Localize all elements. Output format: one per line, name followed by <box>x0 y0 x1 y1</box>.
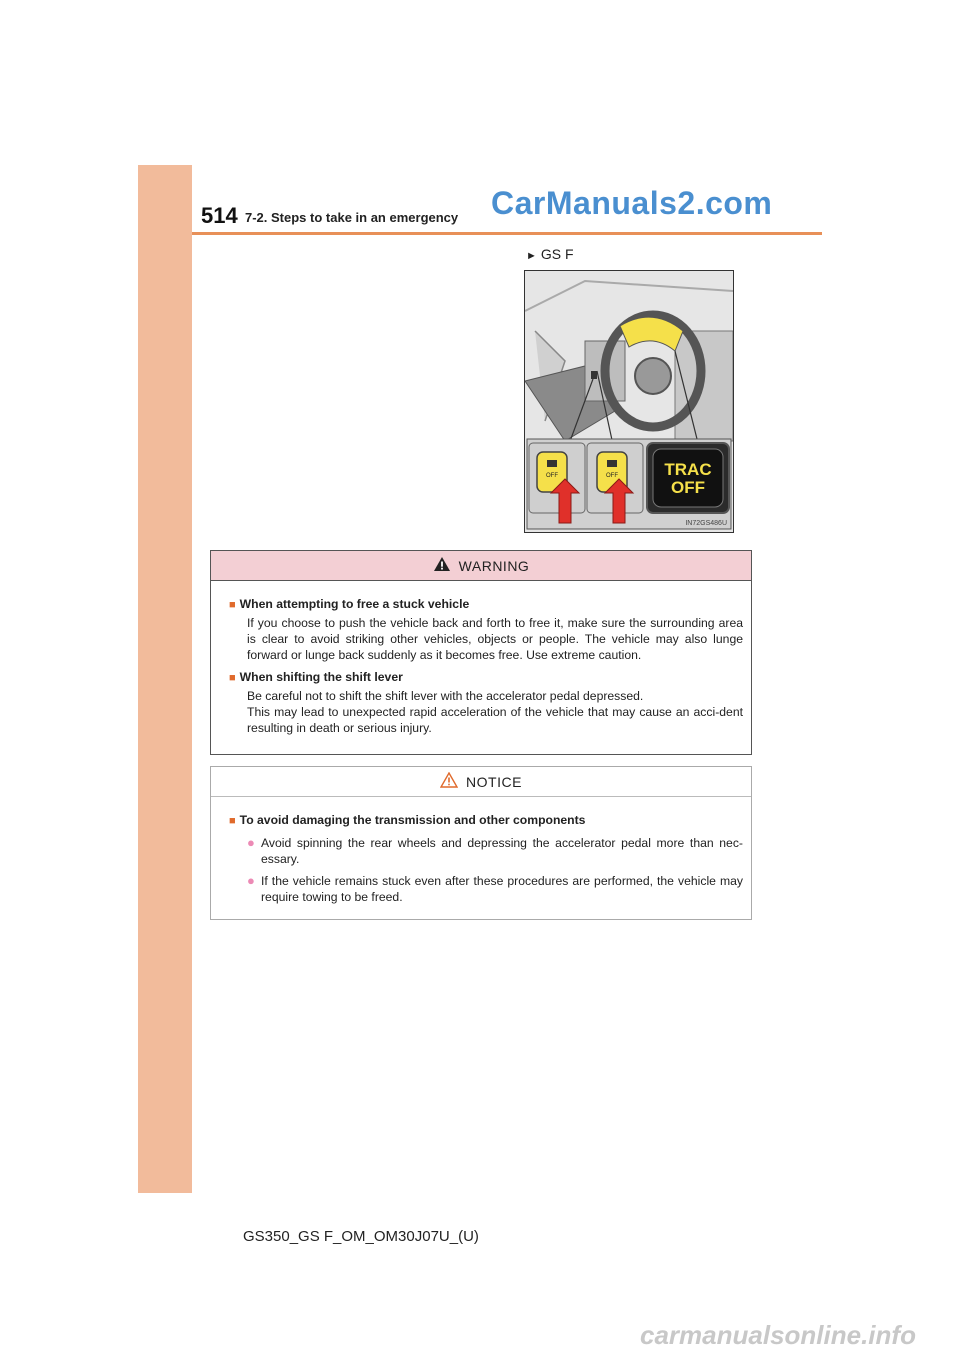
warning-title: WARNING <box>458 557 530 574</box>
trac-off-label: OFF <box>671 478 705 497</box>
notice-title: NOTICE <box>466 773 522 790</box>
figure-code: IN72GS486U <box>685 520 727 527</box>
circle-bullet-icon: ● <box>247 873 255 888</box>
warning-body <box>211 581 751 736</box>
dashboard-illustration <box>524 270 734 533</box>
off-text-1: OFF <box>546 473 558 479</box>
variant-label-text: GS F <box>540 246 574 262</box>
notice-box <box>210 766 752 920</box>
circle-bullet-icon: ● <box>247 835 255 850</box>
warning-paragraph: If you choose to push the vehicle back and forth to free it, make sure the surrounding area is clear to avoid striking other vehicles, objects or people. The vehicle may also lunge forward or lunge back suddenly as it becomes free. Use extreme caution. <box>247 616 743 662</box>
notice-bullet: ● If the vehicle remains stuck even after these procedures are performed, the vehicle may require towing to be freed. <box>247 873 743 904</box>
notice-bullet: ● Avoid spinning the rear wheels and depressing the accelerator pedal more than nec-essary. <box>247 835 743 866</box>
caution-triangle-icon <box>440 772 458 791</box>
square-bullet-icon: ■ <box>229 815 236 827</box>
watermark-logo[interactable]: CarManuals2.com <box>491 185 773 221</box>
variant-label <box>526 246 574 262</box>
square-bullet-icon: ■ <box>229 599 236 611</box>
notice-body <box>211 797 751 905</box>
warning-paragraph: Be careful not to shift the shift lever with the accelerator pedal depressed. This may lead to unexpected rapid acceleration of the vehicle that may cause an acci-dent resulting in death or serious injury. <box>247 689 743 735</box>
trac-label: TRAC <box>664 460 712 479</box>
warning-triangle-icon <box>433 556 451 575</box>
section-title: 7-2. Steps to take in an emergency <box>245 210 459 225</box>
page-number: 514 <box>201 203 238 228</box>
document-code: GS350_GS F_OM_OM30J07U_(U) <box>243 1228 479 1245</box>
off-text-2: OFF <box>606 473 618 479</box>
warning-box <box>210 550 752 755</box>
warning-subhead: ■ When attempting to free a stuck vehicle <box>229 597 470 611</box>
notice-subhead: ■ To avoid damaging the transmission and other components <box>229 813 586 827</box>
notice-header <box>211 767 751 797</box>
square-bullet-icon: ■ <box>229 672 236 684</box>
footer-watermark[interactable]: carmanualsonline.info <box>640 1320 916 1350</box>
variant-arrow-icon: ► <box>526 250 537 262</box>
chapter-sidebar-tab <box>138 165 192 1193</box>
header-divider <box>192 232 822 235</box>
warning-header <box>211 551 751 581</box>
warning-subhead: ■ When shifting the shift lever <box>229 670 403 684</box>
